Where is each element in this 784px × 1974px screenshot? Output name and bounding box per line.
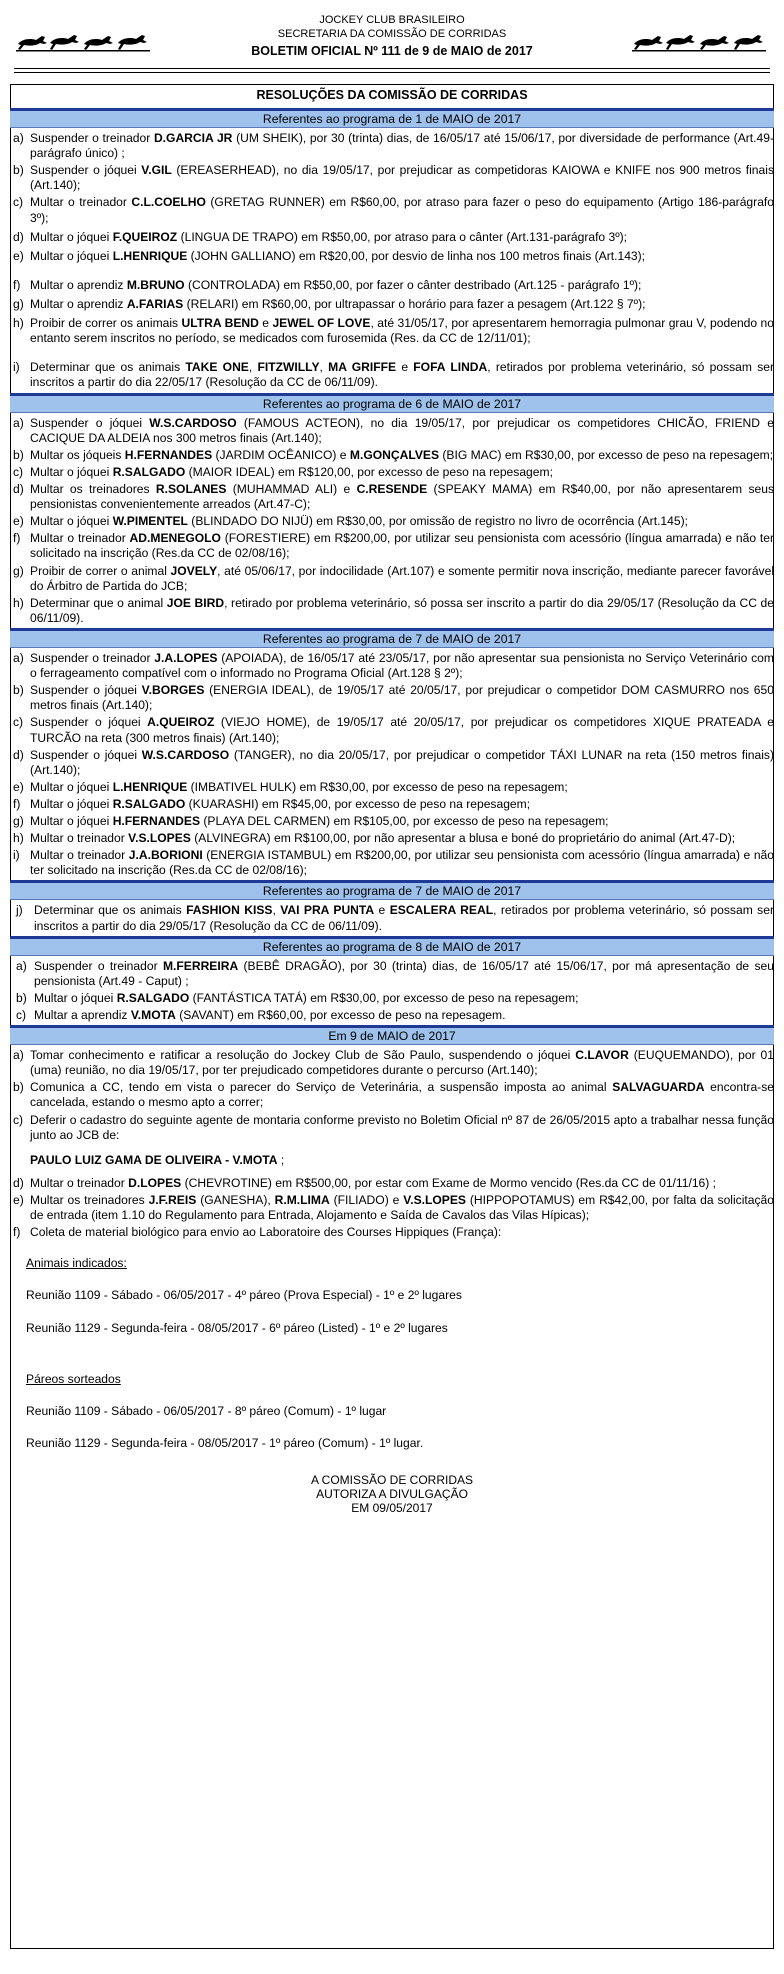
resolution-item (10, 1080, 774, 1110)
item-text: Multar o aprendiz (30, 296, 127, 311)
item-letter: c) (16, 1008, 27, 1023)
item-text: Suspender o jóquei (30, 747, 142, 762)
item-text: (EUQUEMANDO), por 01 (uma) reunião, no dia 19/05/17, por ter prejudicado competidores durante o percurso (Art.140); (30, 1048, 774, 1078)
resolution-item (10, 1008, 774, 1023)
item-letter: a) (13, 131, 24, 145)
item-text: (PLAYA DEL CARMEN) em R$105,00, por excesso de peso na repesagem; (200, 814, 609, 829)
item-letter: a) (13, 415, 24, 430)
bold-name: AD.MENEGOLO (129, 531, 221, 546)
resolution-item (10, 683, 774, 713)
item-text: (APOIADA), de 16/05/17 até 23/05/17, por não apresentar sua pensionista no Serviço Veterinário com o ferrageamento compatível com o informado no Programa Oficial (Art.128 § 2º); (30, 650, 774, 681)
item-letter: g) (13, 296, 24, 311)
item-letter: d) (13, 1175, 24, 1190)
resolution-item (10, 1113, 774, 1143)
item-text: , retirado por problema veterinário, só possa ser inscrito a partir do dia 29/05/17 (Resolução da CC de 06/11/09). (30, 595, 774, 625)
resolution-item (10, 195, 774, 225)
item-letter: g) (13, 563, 24, 578)
resolution-item (10, 249, 774, 264)
item-letter: b) (13, 163, 24, 178)
resolutions-body (10, 84, 774, 1515)
item-text: (SAVANT) em R$60,00, por excesso de peso na repesagem. (175, 1008, 506, 1023)
bold-name: SALVAGUARDA (612, 1080, 705, 1095)
item-text: Determinar que os animais (30, 360, 186, 375)
item-letter: a) (13, 1048, 24, 1063)
bold-name: R.SOLANES (155, 481, 227, 496)
resolution-item (10, 448, 774, 463)
bold-name: FOFA LINDA (413, 360, 488, 375)
sorteado-line: Reunião 1129 - Segunda-feira - 08/05/2017 - 1º páreo (Comum) - 1º lugar. (26, 1435, 424, 1450)
item-text: (EREASERHEAD), no dia 19/05/17, por prejudicar as competidoras KAIOWA e KNIFE nos 900 metros finais (Art.140); (30, 163, 774, 193)
item-text: , até 31/05/17, por apresentarem hemorragia pulmonar grau V, podendo no entanto serem inscritos no período, se medicados com furosemida (Res. da CC de 12/11/01); (30, 316, 775, 346)
item-text: Multar o jóquei (30, 814, 113, 829)
bold-name: A.QUEIROZ (147, 715, 215, 730)
racehorses-emblem-right (630, 30, 770, 52)
item-letter: f) (13, 1225, 21, 1240)
item-text: Multar os jóqueis (30, 447, 125, 462)
signature-block (10, 1473, 774, 1515)
item-text: , (319, 360, 329, 375)
resolution-item (10, 715, 774, 745)
bold-name: V.MOTA (130, 1008, 176, 1023)
bold-name: D.GARCIA JR (153, 131, 233, 145)
item-text: ; (277, 1152, 285, 1167)
section-heading: Referentes ao programa de 7 de MAIO de 2017 (10, 628, 774, 648)
item-text: , (248, 360, 258, 375)
bold-name: VAI PRA PUNTA (280, 903, 375, 918)
item-text: (SPEAKY MAMA) em R$40,00, por não apresentarem seus pensionistas convenientemente arreados (Art.47-C); (30, 481, 774, 512)
resolution-item (10, 1153, 774, 1168)
secretaria-name: SECRETARIA DA COMISSÃO DE CORRIDAS (277, 28, 507, 40)
bold-name: F.QUEIROZ (112, 229, 178, 244)
item-text: (FAMOUS ACTEON), no dia 19/05/17, por prejudicar os competidores CHICÃO, FRIEND e CACIQUE DA ALDEIA nos 300 metros finais (Art.140); (30, 415, 774, 445)
item-letter: a) (13, 650, 24, 665)
bold-name: M.BRUNO (126, 277, 185, 292)
item-text: (IMBATIVEL HULK) em R$30,00, por excesso de peso na repesagem; (187, 779, 568, 794)
item-text: Multar o jóquei (30, 464, 113, 479)
bold-name: H.FERNANDES (112, 814, 201, 829)
item-text: (GRETAG RUNNER) em R$60,00, por atraso para fazer o peso do equipamento (Artigo 186-parágrafo 3º); (30, 195, 775, 225)
resolution-item (10, 903, 774, 933)
footer-line: AUTORIZA A DIVULGAÇÃO (316, 1487, 468, 1501)
item-text: Multar o jóquei (30, 229, 113, 244)
item-text: Comunica a CC, tendo em vista o parecer do Serviço de Veterinária, a suspensão imposta ao animal (30, 1080, 613, 1095)
bold-name: W.S.CARDOSO (141, 747, 230, 762)
resolution-item (10, 991, 774, 1006)
item-text: (FORESTIERE) em R$200,00, por utilizar seu pensionista com acessório (língua amarrada) e não ter solicitado na inscrição (Res.da CC de 02/08/16); (30, 531, 774, 561)
resolution-item (10, 831, 774, 846)
item-letter: d) (13, 481, 24, 496)
bold-name: JOE BIRD (166, 595, 225, 610)
bold-name: A.FARIAS (126, 296, 184, 311)
resolution-item (10, 748, 774, 778)
resolution-item (10, 278, 774, 293)
item-text: e (258, 316, 273, 331)
item-letter: i) (13, 360, 20, 375)
item-text: Multar os treinadores (30, 481, 156, 496)
item-letter: c) (13, 195, 24, 210)
item-text: Proibir de correr o animal (30, 563, 171, 578)
item-text: Determinar que os animais (34, 903, 187, 918)
item-text: (GANESHA), (196, 1193, 275, 1208)
item-letter: g) (13, 814, 24, 829)
item-letter: b) (16, 990, 27, 1005)
boletim-title: BOLETIM OFICIAL Nº 111 de 9 de MAIO de 2017 (251, 44, 533, 58)
header-divider (14, 68, 770, 69)
resolution-item (10, 780, 774, 795)
item-text: (MAIOR IDEAL) em R$120,00, por excesso de peso na repesagem; (185, 464, 553, 479)
resolution-item (10, 564, 774, 594)
item-letter: e) (13, 248, 24, 263)
bold-name: V.GIL (141, 163, 172, 178)
header-divider-2 (14, 72, 770, 73)
item-text: , retirados por problema veterinário, só possam ser inscritos a partir do dia 22/05/17 (Resolução da CC de 06/11/09). (30, 360, 775, 390)
item-text: , (272, 903, 281, 918)
resolution-item (10, 230, 774, 245)
item-text: Multar o jóquei (30, 514, 113, 529)
resolution-item (10, 797, 774, 812)
item-text: (RELARI) em R$60,00, por ultrapassar o horário para fazer a pesagem (Art.122 § 7º); (183, 296, 646, 311)
item-letter: b) (13, 683, 24, 698)
bold-name: R.SALGADO (112, 796, 186, 811)
indicado-line: Reunião 1109 - Sábado - 06/05/2017 - 4º páreo (Prova Especial) - 1º e 2º lugares (26, 1288, 462, 1303)
item-text: Multar o treinador (30, 195, 132, 210)
footer-line: EM 09/05/2017 (351, 1501, 433, 1515)
item-text: Multar o treinador (30, 831, 129, 846)
item-text: Coleta de material biológico para envio ao Laboratoire des Courses Hippiques (França): (30, 1225, 502, 1240)
item-letter: a) (16, 958, 27, 973)
resolution-item (10, 814, 774, 829)
section-heading: Referentes ao programa de 1 de MAIO de 2017 (10, 108, 774, 128)
item-letter: c) (13, 715, 24, 730)
item-letter: h) (13, 316, 24, 331)
bold-name: JEWEL OF LOVE (272, 316, 371, 331)
resolution-item (10, 416, 774, 446)
item-text: Suspender o treinador (30, 650, 155, 665)
bold-name: R.SALGADO (116, 990, 190, 1005)
bold-name: FITZWILLY (257, 360, 320, 375)
bold-name: J.F.REIS (148, 1193, 197, 1208)
item-text: Determinar que o animal (30, 595, 167, 610)
item-letter: d) (13, 229, 24, 244)
section-heading: Em 9 de MAIO de 2017 (10, 1025, 774, 1045)
bold-name: MA GRIFFE (328, 360, 397, 375)
resolution-item (10, 360, 774, 390)
item-letter: e) (13, 1193, 24, 1208)
bold-name: C.L.COELHO (131, 195, 206, 210)
item-text: Proibir de correr os animais (30, 316, 182, 331)
item-text: Suspender o treinador (34, 958, 163, 973)
resolution-item (10, 1176, 774, 1191)
item-text: Suspender o treinador (30, 131, 154, 145)
item-text: (TANGER), no dia 20/05/17, por prejudicar o competidor TÁXI LUNAR na reta (150 metros finais) (Art.140); (30, 747, 774, 777)
resolution-item (10, 482, 774, 512)
bold-name: ESCALERA REAL (389, 903, 494, 918)
section-heading: Referentes ao programa de 6 de MAIO de 2017 (10, 393, 774, 413)
item-letter: h) (13, 595, 24, 610)
bold-name: D.LOPES (128, 1175, 182, 1190)
footer-line: A COMISSÃO DE CORRIDAS (310, 1473, 474, 1487)
bold-name: R.SALGADO (112, 464, 186, 479)
page-header (0, 0, 784, 62)
bold-name: L.HENRIQUE (112, 248, 188, 263)
sections-container (10, 108, 774, 1240)
item-text: (MUHAMMAD ALI) e (226, 481, 357, 496)
item-text: Multar os treinadores (30, 1193, 149, 1208)
bold-name: C.RESENDE (356, 481, 428, 496)
item-text: Tomar conhecimento e ratificar a resolução do Jockey Club de São Paulo, suspendendo o jóquei (30, 1048, 576, 1063)
item-letter: j) (16, 903, 23, 918)
bold-name: H.FERNANDES (124, 447, 213, 462)
item-text: (JARDIM OCÊANICO) e (212, 447, 350, 462)
resolutions-title: RESOLUÇÕES DA COMISSÃO DE CORRIDAS (256, 88, 528, 102)
item-letter: b) (13, 447, 24, 462)
item-text: (HIPPOPOTAMUS) em R$42,00, por falta da solicitação de entrada (item 1.10 do Regulamento para Entrada, Alojamento e Saída de Cavalos das Vilas Hípicas); (30, 1193, 774, 1223)
bold-name: C.LAVOR (575, 1048, 629, 1063)
item-text: (BIG MAC) em R$30,00, por excesso de peso na repesagem; (439, 447, 774, 462)
sorteados-label: Páreos sorteados (26, 1371, 121, 1386)
item-letter: c) (13, 1112, 24, 1127)
item-text: (CHEVROTINE) em R$500,00, por estar com Exame de Mormo vencido (Res.da CC de 01/11/16) ; (181, 1175, 717, 1190)
item-text: (LINGUA DE TRAPO) em R$50,00, por atraso para o cânter (Art.131-parágrafo 3º); (177, 229, 628, 244)
bold-name: PAULO LUIZ GAMA DE OLIVEIRA - V.MOTA (30, 1152, 278, 1167)
bold-name: FASHION KISS (186, 903, 273, 918)
resolution-item (10, 131, 774, 161)
resolution-item (10, 297, 774, 312)
resolution-item (10, 163, 774, 193)
item-text: (ENERGIA IDEAL), de 19/05/17 até 20/05/17, por prejudicar o competidor DOM CASMURRO nos 650 metros finais (Art.140); (30, 683, 774, 713)
indicado-line: Reunião 1129 - Segunda-feira - 08/05/2017 - 6º páreo (Listed) - 1º e 2º lugares (26, 1320, 448, 1335)
item-text: Multar o treinador (30, 531, 130, 546)
resolution-item (10, 848, 774, 878)
item-text: (FILIADO) e (329, 1193, 404, 1208)
item-text: Multar o jóquei (30, 796, 113, 811)
item-text: Multar o jóquei (30, 779, 113, 794)
item-text: Multar o jóquei (30, 248, 113, 263)
item-letter: f) (13, 277, 21, 292)
resolution-item (10, 531, 774, 561)
item-text: (VIEJO HOME), de 19/05/17 até 20/05/17, por prejudicar os competidores XIQUE PRATEADA e TURCÃO na reta (300 metros finais) (Art.140); (30, 715, 774, 745)
item-text: (BEBÊ DRAGÃO), por 30 (trinta) dias, de 16/05/17 até 15/06/17, por má apresentação de seu pensionista (Art.49 - Caput) ; (34, 958, 774, 988)
item-text: Suspender o jóquei (30, 715, 148, 730)
bold-name: V.S.LOPES (403, 1193, 466, 1208)
bold-name: J.A.BORIONI (128, 848, 203, 863)
item-letter: e) (13, 779, 24, 794)
bold-name: ULTRA BEND (181, 316, 259, 331)
resolution-item (10, 1225, 774, 1240)
item-text: e (374, 903, 390, 918)
section-heading: Referentes ao programa de 8 de MAIO de 2017 (10, 936, 774, 956)
item-text: Suspender o jóquei (30, 163, 142, 178)
section-heading: Referentes ao programa de 7 de MAIO de 2017 (10, 880, 774, 900)
item-text: Multar o treinador (30, 848, 129, 863)
item-text: (UM SHEIK), por 30 (trinta) dias, de 16/05/17 até 15/06/17, por diversidade de performance (Art.49-parágrafo único) ; (30, 131, 774, 161)
bold-name: V.S.LOPES (128, 831, 191, 846)
item-text: (KUARASHI) em R$45,00, por excesso de peso na repesagem; (185, 796, 531, 811)
resolution-item (10, 316, 774, 346)
item-text: (FANTÁSTICA TATÁ) em R$30,00, por excesso de peso na repesagem; (189, 990, 579, 1005)
bold-name: V.BORGES (141, 683, 205, 698)
item-text: Multar o treinador (30, 1175, 129, 1190)
item-text: Suspender o jóquei (30, 683, 142, 698)
bold-name: W.S.CARDOSO (149, 415, 237, 430)
item-text: Multar o jóquei (34, 990, 117, 1005)
bold-name: TAKE ONE (185, 360, 249, 375)
item-text: (CONTROLADA) em R$50,00, por fazer o cânter destribado (Art.125 - parágrafo 1º); (184, 277, 642, 292)
org-name: JOCKEY CLUB BRASILEIRO (319, 14, 465, 26)
item-text: Multar a aprendiz (34, 1008, 131, 1023)
item-text: Suspender o jóquei (30, 415, 150, 430)
indicados-label: Animais indicados: (26, 1256, 127, 1271)
item-letter: b) (13, 1080, 24, 1095)
item-text: (ENERGIA ISTAMBUL) em R$200,00, por utilizar seu pensionista com acessório (língua amarrada) e não ter solicitado na inscrição (Res.da CC de 02/08/16); (30, 848, 775, 878)
bold-name: M.FERREIRA (162, 958, 239, 973)
resolution-item (10, 1193, 774, 1223)
item-text: (JOHN GALLIANO) em R$20,00, por desvio de linha nos 100 metros finais (Art.143); (187, 248, 646, 263)
resolution-item (10, 596, 774, 626)
item-text: e (396, 360, 414, 375)
item-text: (ALVINEGRA) em R$100,00, por não apresentar a blusa e boné do proprietário do animal (Art.47-D); (190, 831, 736, 846)
bold-name: W.PIMENTEL (112, 514, 188, 529)
resolution-item (10, 514, 774, 529)
bold-name: L.HENRIQUE (112, 779, 188, 794)
item-letter: d) (13, 747, 24, 762)
item-letter: f) (13, 531, 21, 546)
coleta-block (10, 1256, 774, 1451)
sorteado-line: Reunião 1109 - Sábado - 06/05/2017 - 8º páreo (Comum) - 1º lugar (26, 1403, 387, 1418)
item-text: , retirados por problema veterinário, só possam ser inscritos a partir do dia 29/05/17 (Resolução da CC de 06/11/09). (34, 903, 774, 933)
resolution-item (10, 651, 774, 681)
item-text: Deferir o cadastro do seguinte agente de montaria conforme previsto no Boletim Oficial nº 87 de 26/05/2015 apto a trabalhar nessa função junto ao JCB de: (30, 1112, 774, 1142)
item-letter: f) (13, 796, 21, 811)
bold-name: J.A.LOPES (154, 650, 218, 665)
item-letter: c) (13, 464, 24, 479)
item-text: , até 05/06/17, por indocilidade (Art.107) e somente permitir nova inscrição, mediante parecer favorável do Árbitro de Partida do JCB; (30, 563, 774, 593)
resolution-item (10, 1048, 774, 1078)
item-text: encontra-se cancelada, estando o mesmo apto a correr; (30, 1080, 774, 1110)
bold-name: M.GONÇALVES (349, 447, 440, 462)
resolution-item (10, 959, 774, 989)
bold-name: JOVELY (170, 563, 218, 578)
item-text: Multar o aprendiz (30, 277, 127, 292)
item-text: (BLINDADO DO NIJÜ) em R$30,00, por omissão de registro no livro de ocorrência (Art.145); (187, 514, 688, 529)
item-letter: h) (13, 831, 24, 846)
item-letter: i) (13, 848, 20, 863)
bold-name: R.M.LIMA (274, 1193, 330, 1208)
item-letter: e) (13, 514, 24, 529)
resolution-item (10, 465, 774, 480)
